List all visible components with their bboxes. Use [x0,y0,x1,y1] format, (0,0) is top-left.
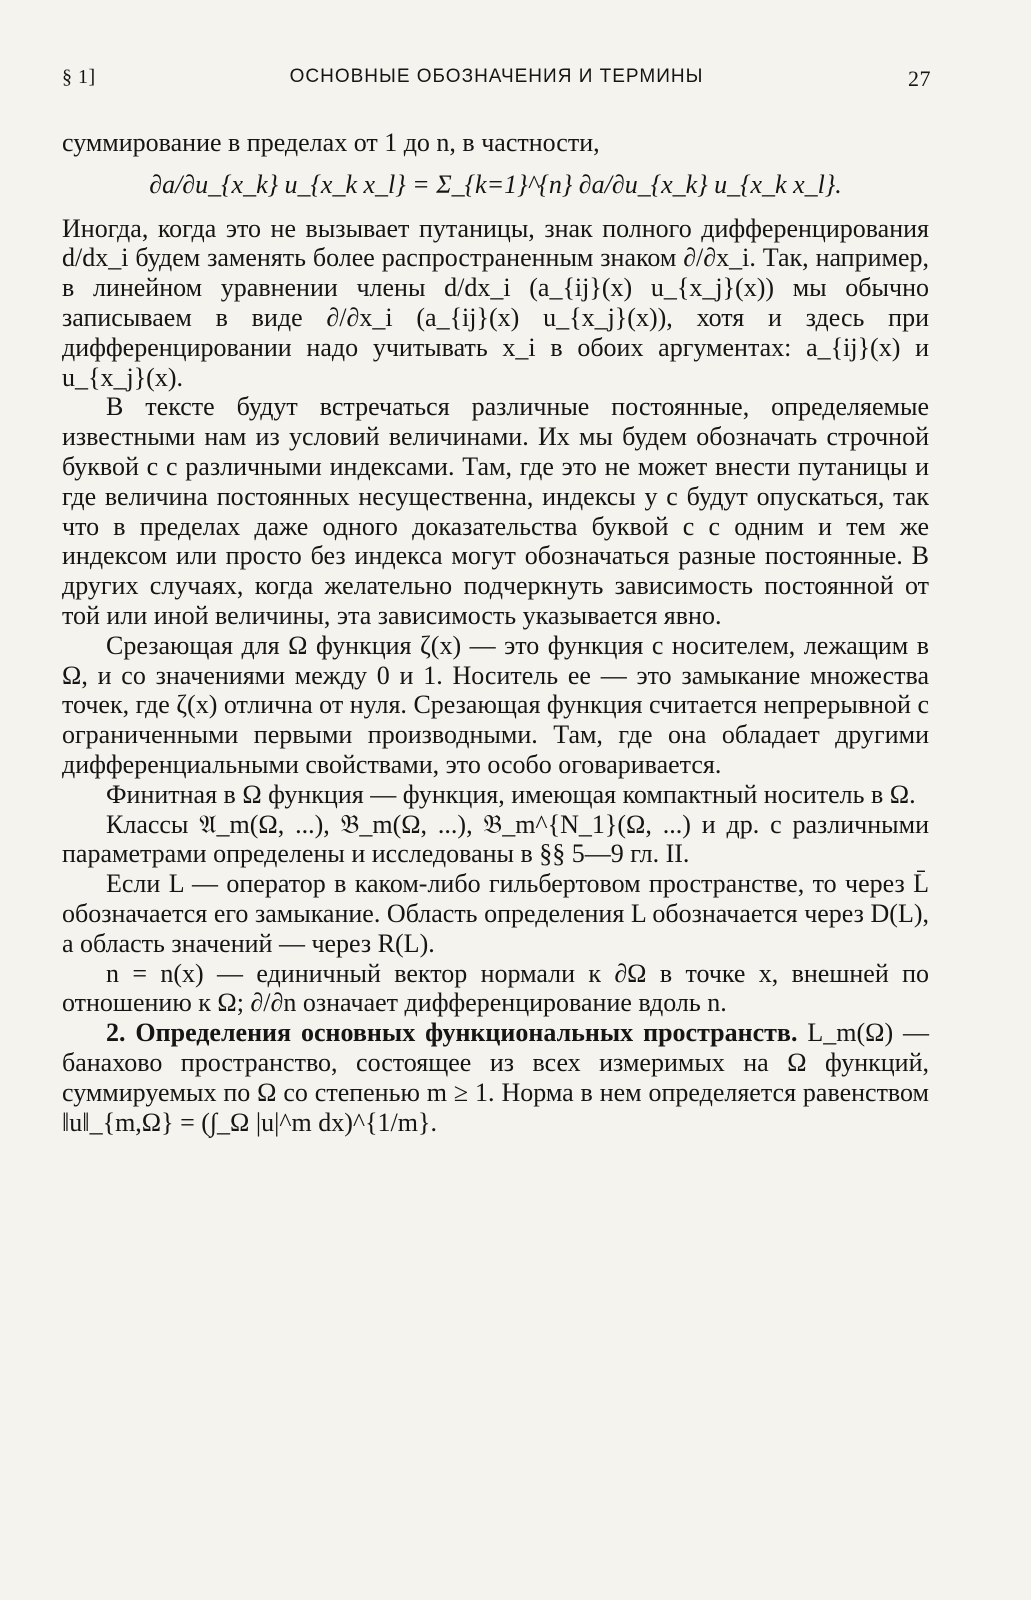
page-number: 27 [908,66,931,91]
paragraph-operator: Если L — оператор в каком-либо гильбертовом пространстве, то через L̄ обозначается его замыкание. Область определения L обозначается через D(L), а область значений — через R(L). [62,869,929,958]
page-body [62,128,929,1137]
section-2 [62,1018,929,1137]
section-heading: 2. Определения основных функциональных пространств. [106,1018,798,1048]
paragraph-constants: В тексте будут встречаться различные постоянные, определяемые известными нам из условий величинами. Их мы будем обозначать строчной буквой c с различными индексами. Там, где это не может внести путаницы и где величина постоянных несущественна, индексы у c будут опускаться, так что в пределах даже одного доказательства буквой c с одним и тем же индексом или просто без индекса могут обозначаться разные постоянные. В других случаях, когда желательно подчеркнуть зависимость постоянной от той или иной величины, эта зависимость указывается явно. [62,392,929,630]
paragraph-notation: Иногда, когда это не вызывает путаницы, знак полного дифференцирования d/dx_i будем заменять более распространенным знаком ∂/∂x_i. Так, например, в линейном уравнении члены d/dx_i (a_{ij}(x) u_{x_j}(x)) мы обычно записываем в виде ∂/∂x_i (a_{ij}(x) u_{x_j}(x)), хотя и здесь при дифференцировании надо учитывать x_i в обоих аргументах: a_{ij}(x) и u_{x_j}(x). [62,213,929,392]
running-title: ОСНОВНЫЕ ОБОЗНАЧЕНИЯ И ТЕРМИНЫ [289,66,704,87]
intro-line: суммирование в пределах от 1 до n, в частности, [62,128,600,157]
sum-formula: ∂a/∂u_{x_k} u_{x_k x_l} = Σ_{k=1}^{n} ∂a/∂u_{x_k} u_{x_k x_l}. [149,169,842,199]
paragraph-classes: Классы 𝔄_m(Ω, ...), 𝔅_m(Ω, ...), 𝔅_m^{N_1}(Ω, ...) и др. с различными параметрами определены и исследованы в §§ 5—9 гл. II. [62,809,929,869]
page-header [62,66,931,96]
paragraph-cutoff-function: Срезающая для Ω функция ζ(x) — это функция с носителем, лежащим в Ω, и со значениями между 0 и 1. Носитель ее — это замыкание множества точек, где ζ(x) отлична от нуля. Срезающая функция считается непрерывной с ограниченными первыми производными. Там, где она обладает другими дифференциальными свойствами, это особо оговаривается. [62,630,929,779]
paragraph-normal: n = n(x) — единичный вектор нормали к ∂Ω в точке x, внешней по отношению к Ω; ∂/∂n означает дифференцирование вдоль n. [62,958,929,1018]
section-marker: § 1] [62,66,96,88]
paragraph-lm-space: L_m(Ω) — банахово пространство, состоящее из всех измеримых на Ω функций, суммируемых по Ω со степенью m ≥ 1. Норма в нем определяется равенством ‖u‖_{m,Ω} = (∫_Ω |u|^m dx)^{1/m}. [62,1018,930,1137]
paragraph-finite-function: Финитная в Ω функция — функция, имеющая компактный носитель в Ω. [106,779,916,809]
